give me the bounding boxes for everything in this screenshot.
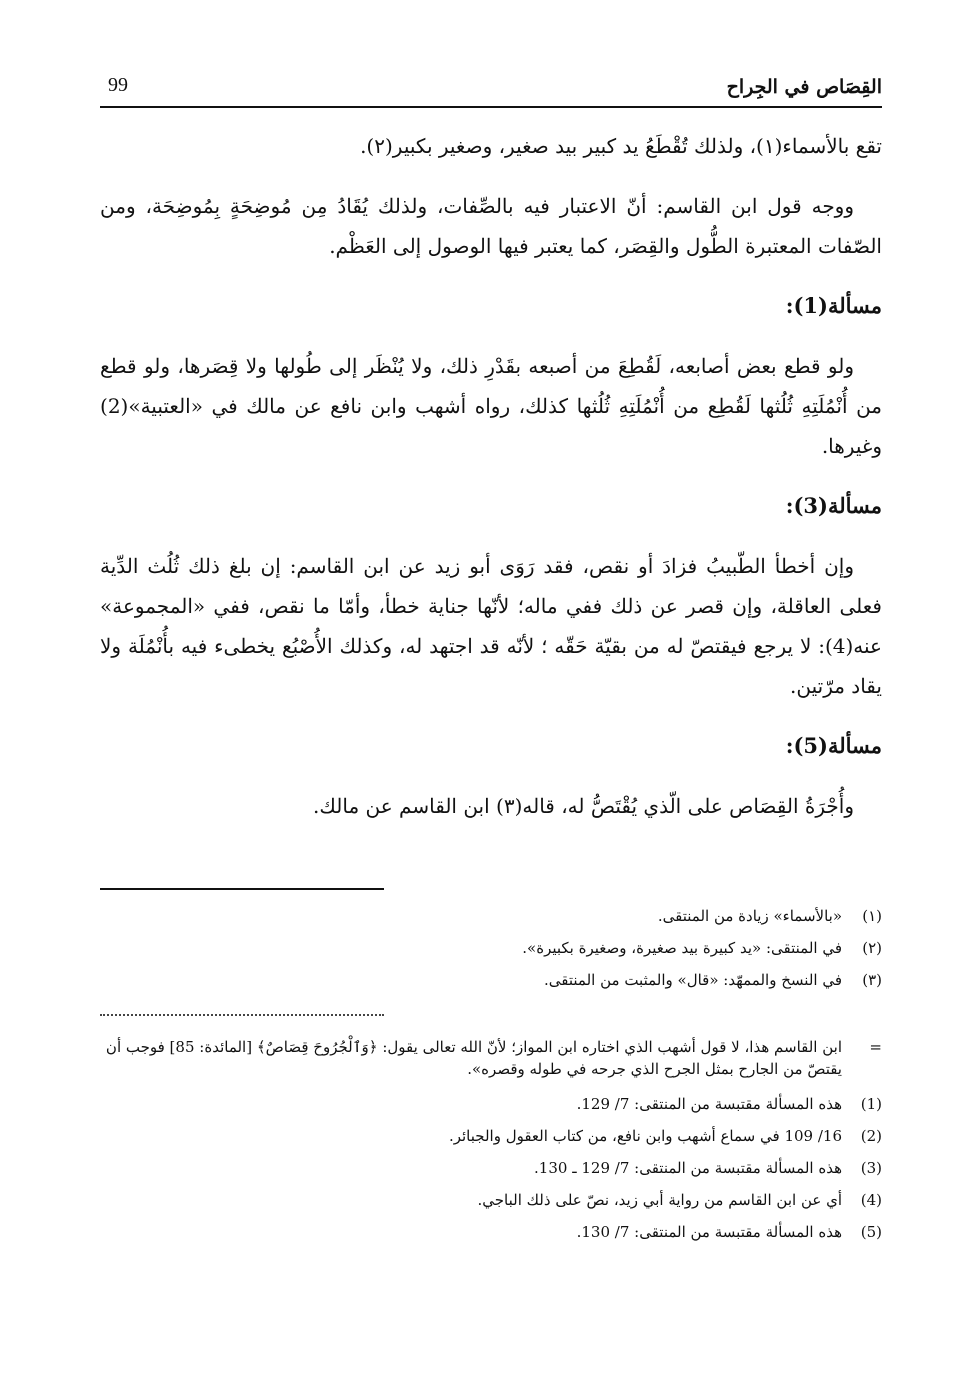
paragraph: ووجه قول ابن القاسم: أنّ الاعتبار فيه بالصِّفات، ولذلك يُقَادُ مِن مُوضِحَةٍ بِمُوضِحَة، ومن الصّفات المعتبرة الطُّول والقِصَر، كما يعتبر فيها الوصول إلى العَظْم. [100, 194, 882, 258]
note-mark: = [869, 1038, 882, 1056]
footnote-divider [100, 888, 384, 890]
note-text: ابن القاسم هذا، لا قول أشهب الذي اختاره ابن المواز؛ لأنّ الله تعالى يقول: ﴿وَٱلْجُرُوحَ قِصَاصٌ﴾ [المائدة: 85] فوجب أن يقتصّ من الجارح بمثل الجرح الذي جرحه في طوله وقصره». [105, 1038, 842, 1078]
paragraph: ولو قطع بعض أصابعه، لَقُطِعَ من أصبعه بقَدْرِ ذلك، ولا يُنْظَر إلى طُولها ولا قِصَرها، ولو قطع من أُنْمُلَتِهِ ثُلُثها لَقُطِع من أُنْمُلَتِهِ ثُلُثها كذلك، رواه أشهب وابن نافع عن مالك في «العتبية»(2) وغيرها. [100, 354, 882, 458]
main-text [100, 126, 882, 826]
footnote [100, 964, 882, 996]
footnote [100, 932, 882, 964]
note-mark: (1) [860, 1095, 882, 1113]
note-text: 16/ 109 في سماع أشهب وابن نافع، من كتاب العقول والجبائر. [448, 1127, 842, 1145]
footnote-text: «بالأسماء» زيادة من المنتقى. [657, 907, 842, 925]
footnote-text: في المنتقى: «يد كبيرة بيد صغيرة، وصغيرة بكبيرة». [522, 939, 842, 957]
section-heading: مسألة(1): [785, 293, 882, 318]
note-text: هذه المسألة مقتبسة من المنتقى: 7/ 130. [576, 1223, 842, 1241]
note-text: هذه المسألة مقتبسة من المنتقى: 7/ 129 ـ 130. [534, 1159, 842, 1177]
editor-notes-divider [100, 1014, 384, 1016]
footnote-mark: (١) [862, 907, 882, 925]
note-text: أي عن ابن القاسم من رواية أبي زيد، نصّ على ذلك الباجي. [477, 1191, 842, 1209]
editor-note [100, 1088, 882, 1120]
note-mark: (4) [860, 1191, 882, 1209]
note-mark: (5) [860, 1223, 882, 1241]
footnotes [100, 900, 882, 996]
page-number: 99 [108, 74, 128, 96]
footnote [100, 900, 882, 932]
paragraph: تقع بالأسماء(١)، ولذلك تُقْطَعُ يد كبير بيد صغير، وصغير بكبير(٢). [360, 134, 882, 158]
book-page [100, 70, 882, 1310]
section-heading: مسألة(5): [785, 733, 882, 758]
editor-note [100, 1216, 882, 1248]
note-text: هذه المسألة مقتبسة من المنتقى: 7/ 129. [576, 1095, 842, 1113]
footnote-mark: (٢) [862, 939, 882, 957]
section-heading: مسألة(3): [785, 493, 882, 518]
paragraph: وأُجْرَةُ القِصَاص على الّذي يُقْتَصُّ له، قاله(٣) ابن القاسم عن مالك. [313, 794, 854, 818]
note-mark: (2) [860, 1127, 882, 1145]
editor-note [100, 1120, 882, 1152]
paragraph: وإن أخطأ الطّبيبُ فزادَ أو نقص، فقد رَوَى أبو زيد عن ابن القاسم: إن بلغ ذلك ثُلُث الدِّية فعلى العاقلة، وإن قصر عن ذلك ففي ماله؛ لأنّها جناية خطأ، وأمّا ما نقص، ففي «المجموعة» عنه(4): لا يرجع فيقتصّ له من بقيّة حَقّه ؛ لأنّه قد اجتهد له، وكذلك الأُصْبُع يخطىء فيه بأُنْمُلَة ولا يقاد مرّتين. [100, 554, 882, 698]
footnote-text: في النسخ والممهّد: «قال» والمثبت من المنتقى. [544, 971, 842, 989]
footnote-mark: (٣) [862, 971, 882, 989]
running-header [100, 70, 882, 108]
editor-notes [100, 1036, 882, 1248]
running-title: القِصَاص في الجِراح [726, 76, 882, 98]
editor-note [100, 1184, 882, 1216]
editor-note [100, 1036, 882, 1080]
note-mark: (3) [860, 1159, 882, 1177]
editor-note [100, 1152, 882, 1184]
